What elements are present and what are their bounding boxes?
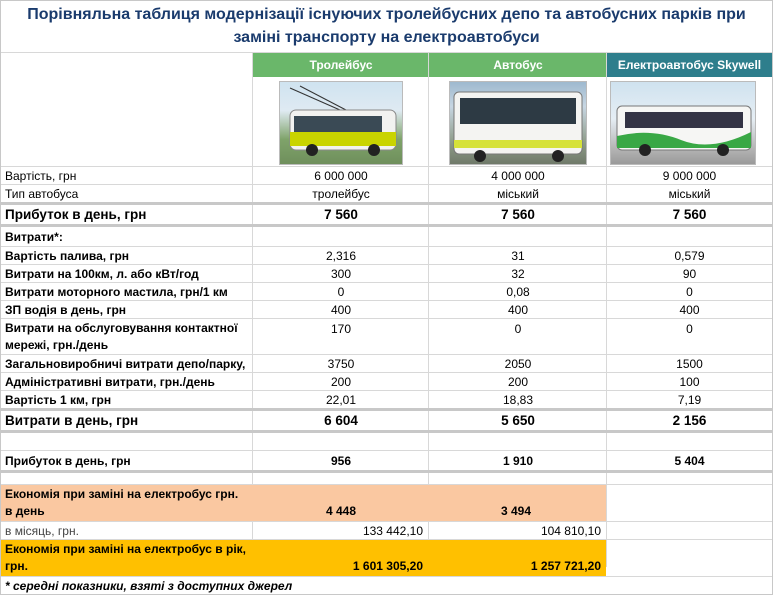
table-row: [1, 355, 772, 373]
value-electrobus: 0: [686, 322, 693, 336]
title-line-2: заміні транспорту на електроавтобуси: [233, 29, 540, 46]
value-bus: 31: [511, 248, 525, 263]
value-trolleybus: тролейбус: [312, 186, 370, 201]
value-trolleybus: 300: [330, 266, 352, 281]
value-trolleybus: 1 601 305,20: [352, 559, 423, 573]
value-electrobus: 7 560: [672, 207, 707, 222]
table-row: [1, 319, 772, 355]
row-label: Витрати моторного мастила, грн/1 км: [5, 284, 228, 299]
table-row: [1, 205, 772, 227]
row-label: Адміністративні витрати, грн./день: [5, 374, 215, 389]
row-label: Тип автобуса: [5, 186, 79, 201]
row-label: [5, 319, 251, 354]
value-trolleybus: 170: [330, 322, 352, 336]
footnote: * середні показники, взяті з доступних джерел: [5, 579, 293, 593]
value-trolleybus: 956: [330, 453, 352, 468]
savings-year-row: [1, 540, 772, 577]
savings-day-row: [1, 485, 772, 522]
row-label: Вартість, грн: [5, 168, 77, 183]
value-electrobus: міський: [668, 186, 711, 201]
value-bus: 200: [507, 374, 529, 389]
value-trolleybus: 6 604: [324, 413, 358, 428]
value-trolleybus: 200: [330, 374, 352, 389]
row-label: [5, 540, 251, 576]
value-bus: 7 560: [501, 207, 535, 222]
value-electrobus: 5 404: [674, 453, 705, 468]
value-trolleybus: 0: [337, 284, 345, 299]
table-row: [1, 283, 772, 301]
value-bus: 5 650: [501, 413, 535, 428]
value-trolleybus: 400: [330, 302, 352, 317]
photo-row: [1, 77, 772, 167]
table-row: [1, 227, 772, 247]
value-electrobus: 1500: [676, 356, 703, 371]
value-trolleybus: 4 448: [325, 504, 357, 518]
empty-row: [1, 433, 772, 451]
value-electrobus: 0,579: [674, 248, 705, 263]
row-label: Витрати в день, грн: [5, 413, 139, 428]
value-bus: 0: [514, 322, 522, 336]
header-bus: [429, 53, 607, 77]
empty-row: [1, 473, 772, 485]
value-electrobus: 0: [686, 284, 693, 299]
row-label: в місяць, грн.: [5, 523, 79, 538]
value-bus: 4 000 000: [491, 168, 545, 183]
value-bus: 1 910: [502, 453, 534, 468]
table-row: [1, 247, 772, 265]
row-label: Прибуток в день, грн: [5, 207, 147, 222]
value-trolleybus: 7 560: [324, 207, 358, 222]
value-trolleybus: 3750: [327, 356, 355, 371]
value-bus: 104 810,10: [540, 523, 601, 538]
value-bus: 18,83: [502, 392, 534, 407]
value-electrobus: 9 000 000: [662, 168, 717, 183]
value-trolleybus: 6 000 000: [314, 168, 368, 183]
table-row: [1, 451, 772, 473]
row-label-line: грн.: [5, 559, 28, 573]
value-bus: 0,08: [506, 284, 530, 299]
value-bus: міський: [497, 186, 539, 201]
value-trolleybus: 2,316: [325, 248, 357, 263]
row-label: Вартість 1 км, грн: [5, 392, 112, 407]
header-label: Автобус: [493, 58, 543, 72]
value-trolleybus: 22,01: [325, 392, 357, 407]
header-electrobus: [607, 53, 772, 77]
table-row: [1, 167, 772, 185]
value-trolleybus: 133 442,10: [362, 523, 423, 538]
value-bus: 400: [507, 302, 529, 317]
table-row: [1, 265, 772, 283]
row-label: [5, 485, 251, 521]
value-electrobus: 90: [682, 266, 697, 281]
row-label: Вартість палива, грн: [5, 248, 130, 263]
row-label-line: в день: [5, 504, 45, 518]
value-bus: 3 494: [501, 504, 532, 518]
value-electrobus: 7,19: [677, 392, 702, 407]
row-label: Прибуток в день, грн: [5, 453, 131, 468]
row-label-line: Економія при заміні на електробус грн.: [5, 487, 239, 501]
savings-month-row: [1, 522, 772, 540]
title-divider: [1, 49, 772, 53]
header-trolleybus: [253, 53, 429, 77]
table-row: [1, 185, 772, 205]
row-label: Витрати на 100км, л. або кВт/год: [5, 266, 199, 281]
row-label-line: мережі, грн./день: [5, 337, 109, 352]
value-electrobus: 2 156: [672, 413, 707, 428]
table-title: [1, 1, 772, 51]
header-label: Електроавтобус Skywell: [617, 58, 762, 72]
row-label: ЗП водія в день, грн: [5, 302, 127, 317]
value-electrobus: 100: [679, 374, 700, 389]
value-bus: 2050: [504, 356, 532, 371]
title-line-1: Порівняльна таблиця модернізації існуючих тролейбусних депо та автобусних парків при: [27, 6, 746, 23]
row-label-line: Витрати на обслуговування контактної: [5, 320, 238, 335]
table-row: [1, 391, 772, 411]
table-row: [1, 301, 772, 319]
header-label: Тролейбус: [309, 58, 373, 72]
value-bus: 32: [511, 266, 525, 281]
row-label-line: Економія при заміні на електробус в рік,: [5, 542, 247, 556]
table-row: [1, 411, 772, 433]
value-electrobus: 400: [679, 302, 700, 317]
table-row: [1, 373, 772, 391]
value-bus: 1 257 721,20: [530, 559, 601, 573]
row-label: Витрати*:: [5, 229, 63, 244]
row-label: Загальновиробничі витрати депо/парку,: [5, 356, 246, 371]
